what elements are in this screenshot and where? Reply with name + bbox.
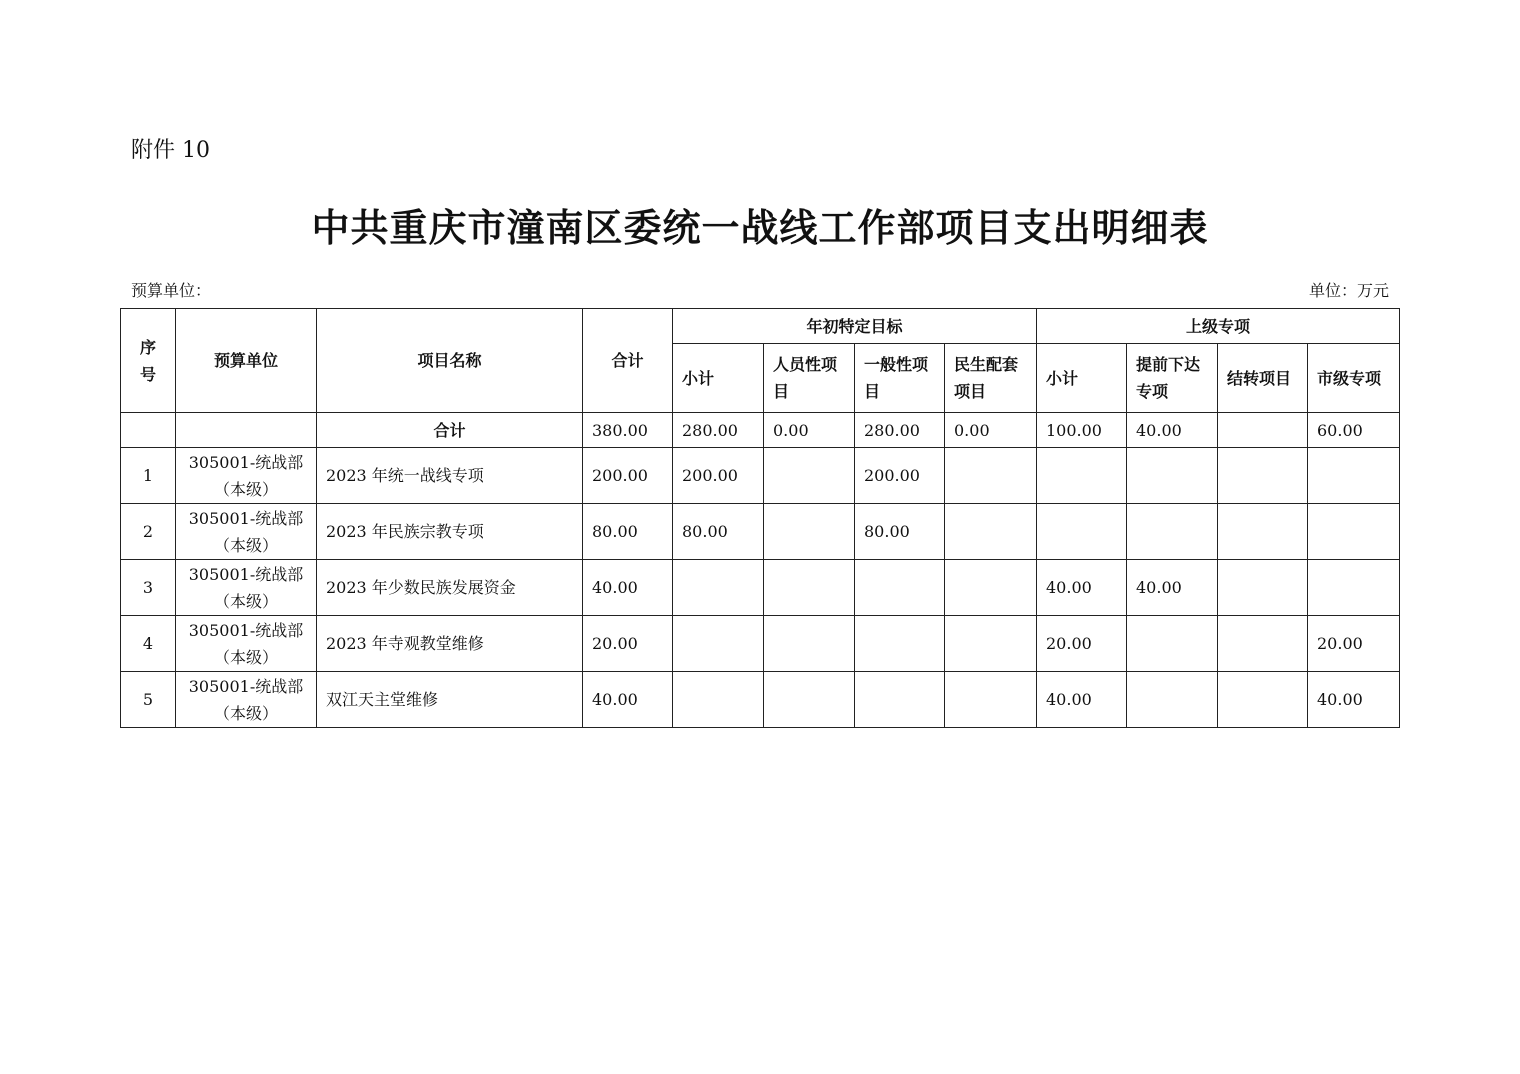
row-superior-advance: [1127, 616, 1218, 672]
row-project: 2023 年寺观教堂维修: [317, 616, 583, 672]
row-unit-code: 305001-统战部: [188, 508, 304, 528]
row-superior-municipal: [1308, 560, 1400, 616]
row-total: 40.00: [583, 560, 673, 616]
row-superior-advance: [1127, 504, 1218, 560]
row-initial-livelihood: [945, 560, 1037, 616]
row-index: 2: [121, 504, 176, 560]
row-initial-subtotal: [673, 616, 764, 672]
header-superior-advance: 提前下达专项: [1127, 344, 1218, 413]
row-unit-code: 305001-统战部: [188, 452, 304, 472]
total-superior-subtotal: 100.00: [1037, 413, 1127, 448]
row-unit: [176, 616, 317, 672]
total-label: 合计: [317, 413, 583, 448]
row-superior-advance: 40.00: [1127, 560, 1218, 616]
row-unit: [176, 560, 317, 616]
row-index: 1: [121, 448, 176, 504]
row-unit-level: （本级）: [213, 647, 278, 667]
header-initial-livelihood: 民生配套项目: [945, 344, 1037, 413]
row-initial-livelihood: [945, 672, 1037, 728]
total-index-cell: [121, 413, 176, 448]
row-initial-livelihood: [945, 504, 1037, 560]
row-index: 3: [121, 560, 176, 616]
row-unit-code: 305001-统战部: [188, 564, 304, 584]
header-superior-carryover: 结转项目: [1218, 344, 1308, 413]
row-superior-carryover: [1218, 560, 1308, 616]
row-unit-level: （本级）: [213, 479, 278, 499]
total-superior-municipal: 60.00: [1308, 413, 1400, 448]
row-superior-subtotal: [1037, 448, 1127, 504]
header-superior-municipal: 市级专项: [1308, 344, 1400, 413]
row-superior-carryover: [1218, 672, 1308, 728]
attachment-label: 附件 10: [131, 138, 210, 163]
row-initial-personnel: [764, 448, 855, 504]
header-group-initial: 年初特定目标: [673, 309, 1037, 344]
row-project: 2023 年少数民族发展资金: [317, 560, 583, 616]
row-unit-level: （本级）: [213, 703, 278, 723]
total-superior-carryover: [1218, 413, 1308, 448]
row-total: 200.00: [583, 448, 673, 504]
total-initial-general: 280.00: [855, 413, 945, 448]
header-initial-subtotal: 小计: [673, 344, 764, 413]
row-project: 2023 年民族宗教专项: [317, 504, 583, 560]
table-row: [121, 504, 1400, 560]
total-total: 380.00: [583, 413, 673, 448]
row-unit-level: （本级）: [213, 535, 278, 555]
header-total: 合计: [583, 309, 673, 413]
row-total: 20.00: [583, 616, 673, 672]
row-unit: [176, 672, 317, 728]
row-project: 双江天主堂维修: [317, 672, 583, 728]
table-row: [121, 560, 1400, 616]
row-initial-subtotal: 80.00: [673, 504, 764, 560]
budget-unit-label: 预算单位：: [131, 281, 212, 300]
row-unit-level: （本级）: [213, 591, 278, 611]
row-superior-carryover: [1218, 504, 1308, 560]
row-unit: [176, 448, 317, 504]
row-project: 2023 年统一战线专项: [317, 448, 583, 504]
header-group-superior: 上级专项: [1037, 309, 1400, 344]
table-row: [121, 616, 1400, 672]
row-superior-municipal: 20.00: [1308, 616, 1400, 672]
row-initial-personnel: [764, 616, 855, 672]
row-unit-code: 305001-统战部: [188, 676, 304, 696]
row-superior-advance: [1127, 448, 1218, 504]
row-initial-general: [855, 560, 945, 616]
row-initial-general: 200.00: [855, 448, 945, 504]
row-unit: [176, 504, 317, 560]
header-index: 序号: [121, 309, 176, 413]
row-initial-livelihood: [945, 448, 1037, 504]
row-initial-personnel: [764, 672, 855, 728]
total-initial-livelihood: 0.00: [945, 413, 1037, 448]
project-expenditure-table: [120, 308, 1400, 728]
row-initial-general: [855, 616, 945, 672]
table-row: [121, 448, 1400, 504]
total-initial-personnel: 0.00: [764, 413, 855, 448]
row-superior-municipal: [1308, 504, 1400, 560]
row-initial-subtotal: [673, 672, 764, 728]
table-row: [121, 672, 1400, 728]
row-initial-personnel: [764, 504, 855, 560]
currency-unit-label: 单位：万元: [1308, 281, 1389, 300]
row-initial-general: [855, 672, 945, 728]
row-initial-general: 80.00: [855, 504, 945, 560]
table-total-row: [121, 413, 1400, 448]
row-initial-subtotal: [673, 560, 764, 616]
row-superior-carryover: [1218, 448, 1308, 504]
row-superior-advance: [1127, 672, 1218, 728]
total-initial-subtotal: 280.00: [673, 413, 764, 448]
row-index: 5: [121, 672, 176, 728]
row-total: 40.00: [583, 672, 673, 728]
row-superior-carryover: [1218, 616, 1308, 672]
header-initial-personnel: 人员性项目: [764, 344, 855, 413]
row-superior-subtotal: 40.00: [1037, 672, 1127, 728]
row-initial-livelihood: [945, 616, 1037, 672]
header-unit: 预算单位: [176, 309, 317, 413]
row-unit-code: 305001-统战部: [188, 620, 304, 640]
row-superior-municipal: 40.00: [1308, 672, 1400, 728]
row-superior-subtotal: 20.00: [1037, 616, 1127, 672]
row-index: 4: [121, 616, 176, 672]
row-total: 80.00: [583, 504, 673, 560]
header-initial-general: 一般性项目: [855, 344, 945, 413]
total-unit-cell: [176, 413, 317, 448]
header-superior-subtotal: 小计: [1037, 344, 1127, 413]
row-superior-subtotal: [1037, 504, 1127, 560]
row-initial-personnel: [764, 560, 855, 616]
page-title: 中共重庆市潼南区委统一战线工作部项目支出明细表: [311, 205, 1209, 250]
row-superior-subtotal: 40.00: [1037, 560, 1127, 616]
total-superior-advance: 40.00: [1127, 413, 1218, 448]
header-project: 项目名称: [317, 309, 583, 413]
row-initial-subtotal: 200.00: [673, 448, 764, 504]
row-superior-municipal: [1308, 448, 1400, 504]
